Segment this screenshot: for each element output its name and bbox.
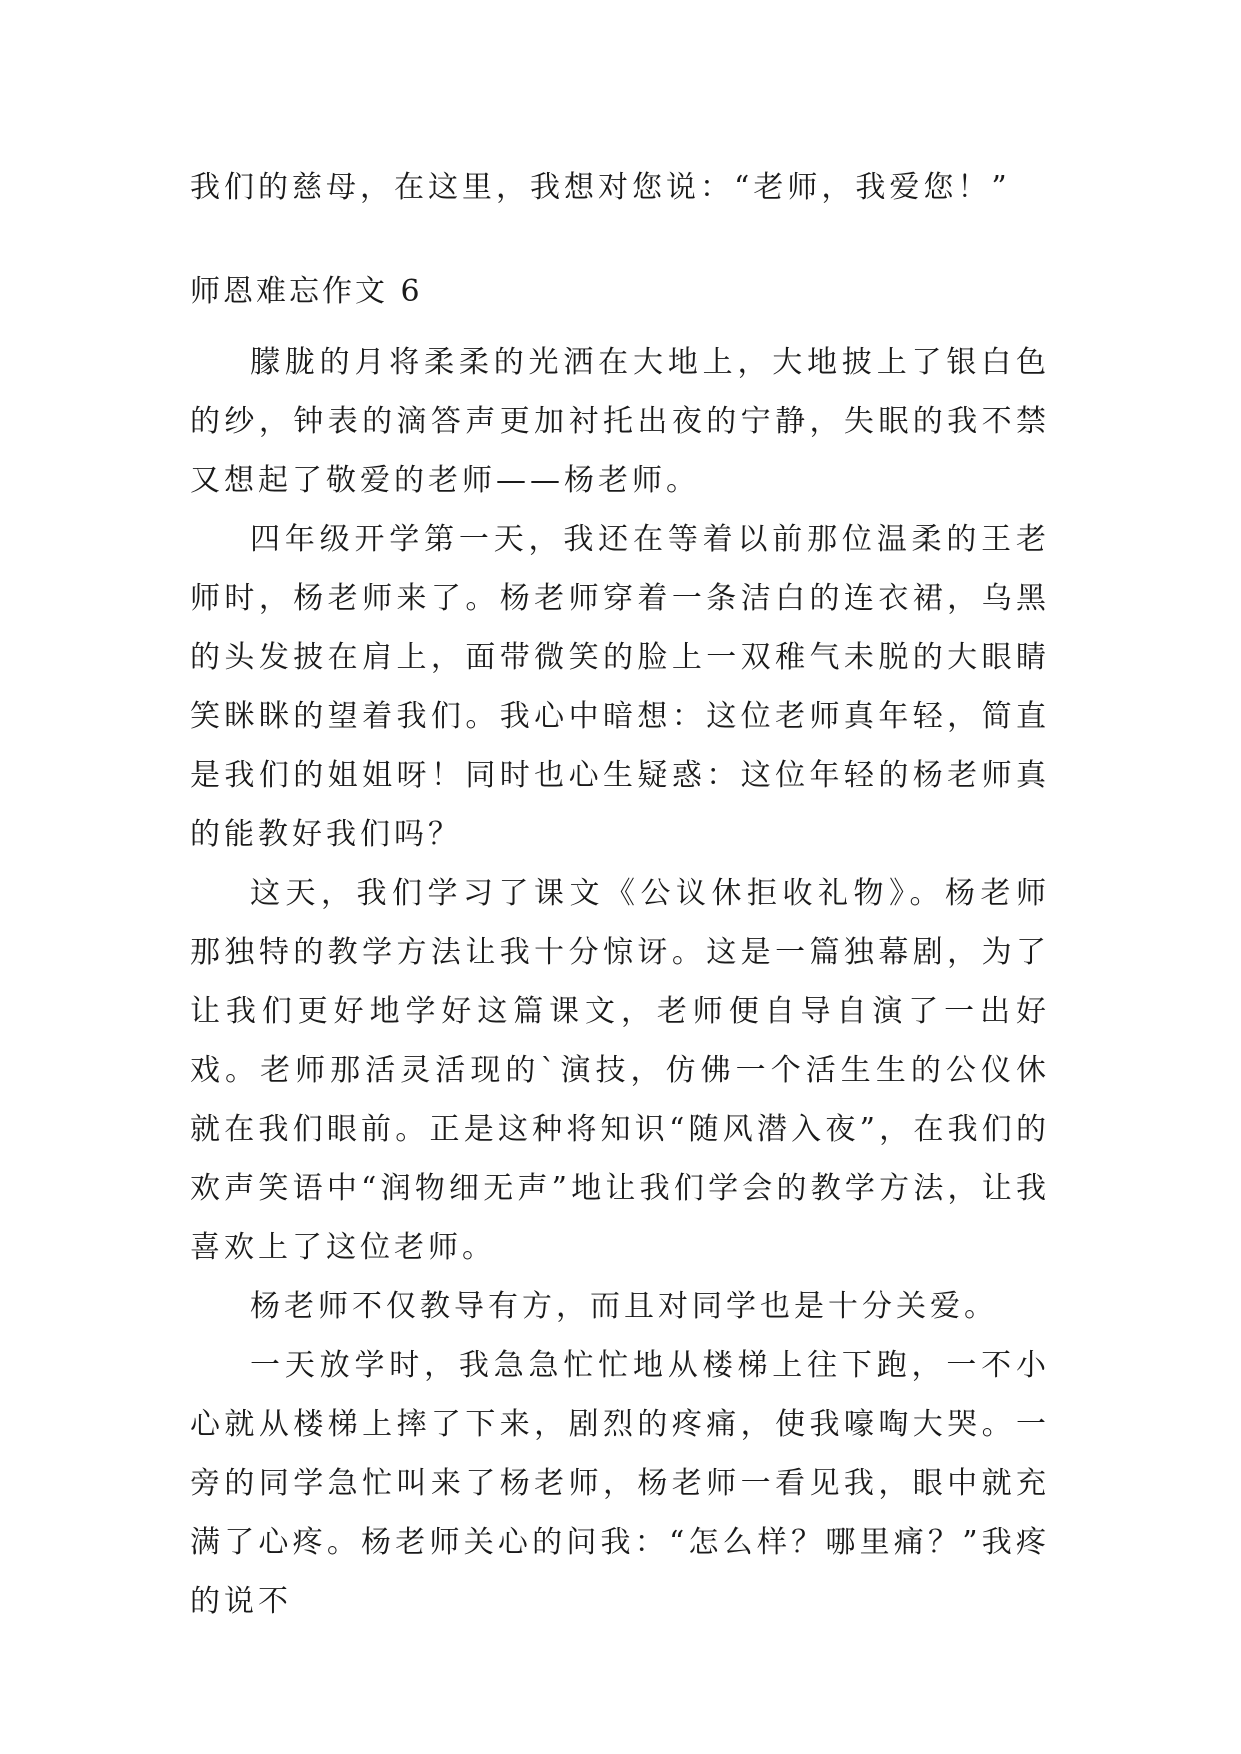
essay-body — [190, 333, 1050, 1631]
paragraph: 杨老师不仅教导有方，而且对同学也是十分关爱。 — [250, 1289, 998, 1324]
paragraph: 这天，我们学习了课文《公议休拒收礼物》。杨老师那独特的教学方法让我十分惊讶。这是一篇独幕剧，为了让我们更好地学好这篇课文，老师便自导自演了一出好戏。老师那活灵活现的`演技，仿佛一个活生生的公仪休就在我们眼前。正是这种将知识“随风潜入夜”，在我们的欢声笑语中“润物细无声”地让我们学会的教学方法，让我喜欢上了这位老师。 — [190, 876, 1050, 1265]
essay-title: 师恩难忘作文 6 — [190, 274, 423, 309]
lead-line: 我们的慈母，在这里，我想对您说：“老师，我爱您！” — [190, 170, 1011, 205]
paragraph: 一天放学时，我急急忙忙地从楼梯上往下跑，一不小心就从楼梯上摔了下来，剧烈的疼痛，使我嚎啕大哭。一旁的同学急忙叫来了杨老师，杨老师一看见我，眼中就充满了心疼。杨老师关心的问我：“怎么样？哪里痛？”我疼的说不 — [190, 1348, 1050, 1619]
paragraph: 四年级开学第一天，我还在等着以前那位温柔的王老师时，杨老师来了。杨老师穿着一条洁白的连衣裙，乌黑的头发披在肩上，面带微笑的脸上一双稚气未脱的大眼睛笑眯眯的望着我们。我心中暗想：这位老师真年轻，简直是我们的姐姐呀！同时也心生疑惑：这位年轻的杨老师真的能教好我们吗？ — [190, 522, 1050, 852]
paragraph: 朦胧的月将柔柔的光洒在大地上，大地披上了银白色的纱，钟表的滴答声更加衬托出夜的宁静，失眠的我不禁又想起了敬爱的老师——杨老师。 — [190, 345, 1050, 498]
